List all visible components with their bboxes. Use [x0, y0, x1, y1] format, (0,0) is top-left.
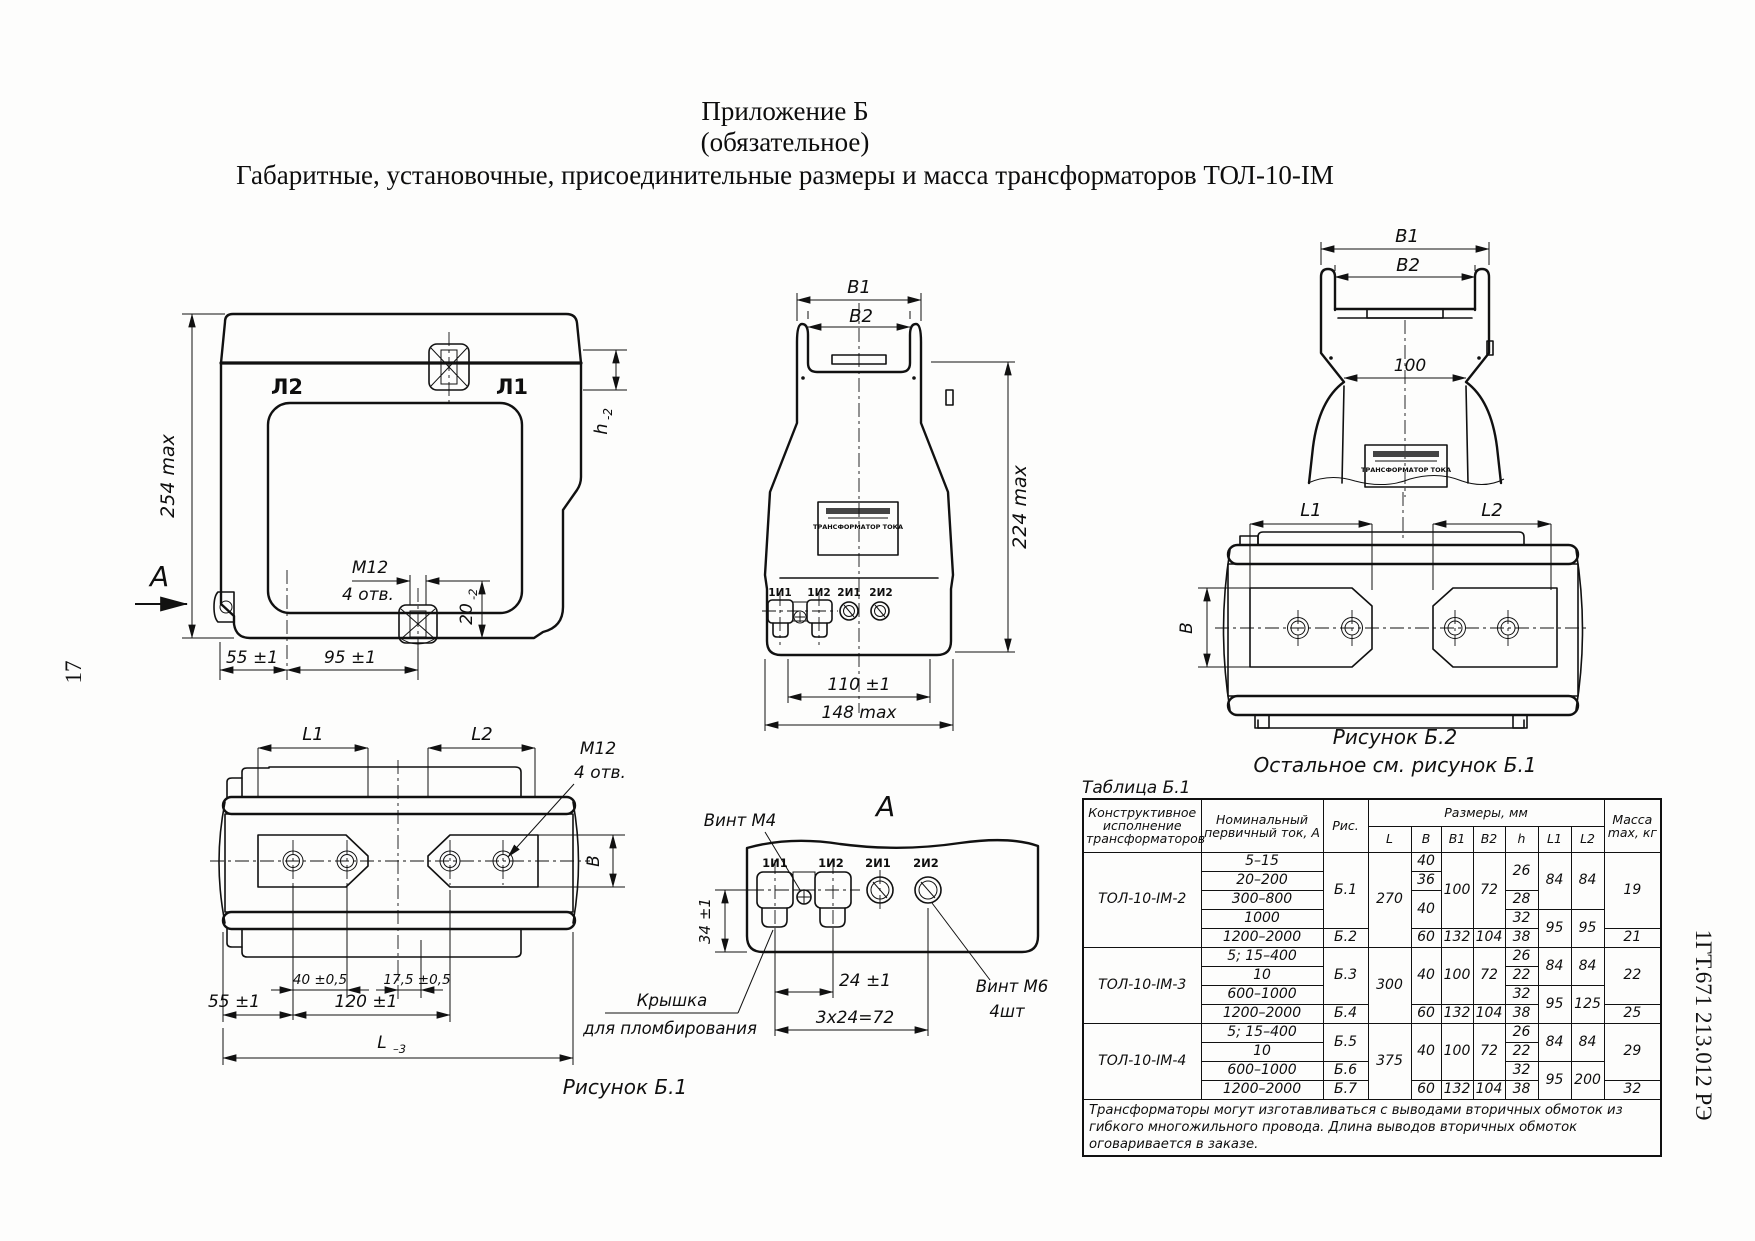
dim-148	[765, 659, 953, 731]
cell-L: 270	[1368, 852, 1411, 947]
cell-current: 5–15	[1201, 852, 1323, 871]
terminal-label-l2: Л2	[270, 375, 304, 399]
terminal-2i1: 2И1	[837, 587, 861, 599]
body-outline	[214, 314, 581, 638]
title-line2: (обязательное)	[700, 127, 870, 157]
dim-55	[208, 932, 293, 1022]
cell-current: 1200–2000	[1201, 1004, 1323, 1023]
view-a-label: А	[150, 560, 170, 593]
cell-h: 32	[1505, 1061, 1538, 1080]
cell-L1: 84	[1538, 1023, 1571, 1061]
body-outline	[747, 840, 1038, 952]
cell-B: 40	[1411, 890, 1441, 928]
terminal-1i1: 1И1	[768, 587, 792, 599]
cell-h: 22	[1505, 1042, 1538, 1061]
terminal-label-l1: Л1	[495, 375, 529, 399]
dim-148-label: 148 max	[821, 703, 897, 723]
cell-L2: 200	[1571, 1061, 1604, 1099]
page-number: 17	[61, 660, 86, 684]
dim-224-label: 224 max	[1009, 465, 1031, 549]
dim-b2	[808, 306, 910, 327]
cell-B2: 104	[1473, 928, 1505, 947]
table-caption: Таблица Б.1	[1082, 778, 1191, 798]
m12-label: М12	[579, 739, 617, 759]
cell-current: 5; 15–400	[1201, 1023, 1323, 1042]
cell-L2: 84	[1571, 1023, 1604, 1061]
cell-h: 38	[1505, 928, 1538, 947]
cell-h: 38	[1505, 1004, 1538, 1023]
cell-L1: 95	[1538, 1061, 1571, 1099]
table-note: Трансформаторы могут изготавливаться с выводами вторичных обмоток из гибкого многожильного провода. Длина выводов вторичных обмоток оговаривается в заказе.	[1083, 1099, 1661, 1156]
dim-b2-label: В2	[849, 306, 873, 327]
dim-l2	[428, 724, 535, 798]
cell-mass: 22	[1604, 947, 1661, 1004]
cell-fig: Б.3	[1323, 947, 1368, 1004]
cell-B: 60	[1411, 1004, 1441, 1023]
cell-current: 10	[1201, 966, 1323, 985]
cell-B1: 132	[1441, 928, 1473, 947]
nameplate-text: ТРАНСФОРМАТОР ТОКА	[1361, 466, 1451, 474]
dim-20-label: 20	[457, 603, 477, 625]
header-mass: Масса max, кг	[1604, 799, 1661, 852]
mounting-hole	[440, 840, 460, 885]
cell-L: 375	[1368, 1023, 1411, 1099]
cell-B: 60	[1411, 1080, 1441, 1099]
dim-24-label: 24 ±1	[838, 971, 892, 991]
mounting-hole	[493, 840, 513, 885]
m12-qty-label: 4 отв.	[342, 585, 394, 605]
cell-L1: 84	[1538, 852, 1571, 909]
header-col-B: В	[1411, 826, 1441, 852]
m12-label: М12	[351, 558, 389, 578]
cell-B1: 132	[1441, 1080, 1473, 1099]
cell-h: 26	[1505, 947, 1538, 966]
dim-b-label: В	[584, 855, 604, 867]
dim-l1-label: L1	[1300, 500, 1322, 521]
cell-name: ТОЛ-10-IМ-2	[1083, 852, 1201, 947]
appendix-title	[160, 96, 1410, 191]
cell-B2: 72	[1473, 1023, 1505, 1080]
header-design: Конструктивное исполнение трансформаторов	[1083, 799, 1201, 852]
callout-screw-m4	[704, 811, 800, 890]
dim-L-label: L	[377, 1033, 387, 1053]
cell-mass: 29	[1604, 1023, 1661, 1080]
dim-L-tol: –3	[393, 1042, 407, 1056]
dim-l1	[258, 724, 368, 798]
nameplate	[813, 502, 903, 555]
dim-95-label: 95 ±1	[323, 648, 377, 668]
dim-3x24-label: 3х24=72	[815, 1008, 895, 1028]
dim-40-label: 40 ±0,5	[292, 972, 348, 988]
header-fig: Рис.	[1323, 799, 1368, 852]
dim-b2-label: В2	[1396, 255, 1420, 276]
secondary-terminals	[762, 587, 893, 645]
cell-current: 600–1000	[1201, 985, 1323, 1004]
figure-partial-front	[1170, 215, 1565, 500]
cell-mass: 21	[1604, 928, 1661, 947]
cell-L2: 84	[1571, 852, 1604, 909]
secondary-terminals	[750, 856, 941, 935]
cell-fig: Б.6	[1323, 1061, 1368, 1080]
dim-h	[583, 350, 627, 435]
screw-m4-label: Винт М4	[703, 811, 777, 830]
screw-m6	[867, 870, 893, 912]
dim-100-label: 100	[1393, 356, 1427, 376]
dim-34	[696, 890, 750, 952]
cell-mass: 32	[1604, 1080, 1661, 1099]
dim-110-label: 110 ±1	[827, 675, 891, 695]
terminal-2i1: 2И1	[865, 856, 891, 870]
cell-fig: Б.4	[1323, 1004, 1368, 1023]
figure-b2-caption: Рисунок Б.2	[1332, 725, 1458, 749]
dim-b1-label: В1	[847, 277, 871, 298]
cell-h: 26	[1505, 1023, 1538, 1042]
cell-current: 300–800	[1201, 890, 1323, 909]
dim-100	[1344, 356, 1466, 378]
cell-mass: 25	[1604, 1004, 1661, 1023]
header-col-B2: В2	[1473, 826, 1505, 852]
cell-B1: 100	[1441, 852, 1473, 928]
dim-h-tol: -2	[601, 408, 615, 420]
dim-34-label: 34 ±1	[696, 898, 714, 944]
figure-b2-caption2: Остальное см. рисунок Б.1	[1253, 753, 1537, 777]
header-col-B1: В1	[1441, 826, 1473, 852]
cell-L1: 84	[1538, 947, 1571, 985]
cell-name: ТОЛ-10-IМ-3	[1083, 947, 1201, 1023]
cell-L2: 84	[1571, 947, 1604, 985]
cell-current: 600–1000	[1201, 1061, 1323, 1080]
mounting-hole	[1498, 610, 1519, 646]
break-line	[1308, 475, 1504, 484]
mounting-hole	[1445, 610, 1466, 646]
dim-l2-label: L2	[471, 724, 493, 745]
cell-B: 36	[1411, 871, 1441, 890]
title-line1: Приложение Б	[701, 96, 869, 126]
cell-L: 300	[1368, 947, 1411, 1023]
figure-b1-caption: Рисунок Б.1	[562, 1075, 688, 1099]
header-col-L: L	[1368, 826, 1411, 852]
terminal-1i1: 1И1	[762, 856, 788, 870]
cover-label-1: Крышка	[636, 991, 708, 1010]
m12-qty-label: 4 отв.	[574, 763, 626, 783]
cell-B: 40	[1411, 947, 1441, 1004]
callout-screw-m6	[932, 903, 1048, 1021]
cell-B1: 132	[1441, 1004, 1473, 1023]
cell-B2: 72	[1473, 947, 1505, 1004]
view-arrow-a	[135, 560, 187, 604]
cell-fig: Б.7	[1323, 1080, 1368, 1099]
table-row	[1083, 947, 1661, 966]
dim-b-label: В	[1177, 622, 1197, 634]
terminal-1i2: 1И2	[818, 856, 844, 870]
mounting-hole	[337, 840, 357, 885]
figure-front-view	[645, 245, 1115, 730]
screw-m6	[915, 877, 941, 903]
terminal-2i2: 2И2	[869, 587, 893, 599]
dim-b	[1177, 588, 1250, 667]
dim-l2-label: L2	[1481, 500, 1503, 521]
dim-l1-label: L1	[302, 724, 324, 745]
cell-B1: 100	[1441, 947, 1473, 1004]
table-row	[1083, 852, 1661, 871]
cell-current: 1200–2000	[1201, 1080, 1323, 1099]
dim-120-label: 120 ±1	[334, 992, 398, 1012]
dim-height-label: 254 max	[157, 434, 179, 518]
cell-B2: 104	[1473, 1004, 1505, 1023]
header-col-L2: L2	[1571, 826, 1604, 852]
cell-B: 60	[1411, 928, 1441, 947]
cell-current: 1200–2000	[1201, 928, 1323, 947]
cell-B1: 100	[1441, 1023, 1473, 1080]
nameplate-text: ТРАНСФОРМАТОР ТОКА	[813, 523, 903, 531]
header-dims: Размеры, мм	[1368, 799, 1604, 826]
cell-L1: 95	[1538, 909, 1571, 947]
cell-h: 26	[1505, 852, 1538, 890]
cell-h: 22	[1505, 966, 1538, 985]
cell-B: 40	[1411, 1023, 1441, 1080]
table-b1	[1082, 798, 1662, 1157]
cell-h: 28	[1505, 890, 1538, 909]
dim-120	[293, 890, 450, 1022]
cell-L1: 95	[1538, 985, 1571, 1023]
terminal-2i2: 2И2	[913, 856, 939, 870]
table-row	[1083, 1023, 1661, 1042]
header-col-L1: L1	[1538, 826, 1571, 852]
detail-a-label: А	[876, 790, 896, 823]
dim-20-tol: -2	[466, 588, 480, 600]
screw-m6-label: Винт М6	[975, 977, 1049, 996]
mounting-hole	[1342, 610, 1363, 646]
cell-L2: 125	[1571, 985, 1604, 1023]
dim-17-5-label: 17,5 ±0,5	[383, 972, 451, 988]
cell-fig: Б.1	[1323, 852, 1368, 928]
mounting-hole	[1288, 610, 1309, 646]
cell-fig: Б.2	[1323, 928, 1368, 947]
cell-current: 20–200	[1201, 871, 1323, 890]
figure-side-view	[130, 270, 640, 700]
cell-B2: 72	[1473, 852, 1505, 928]
cell-name: ТОЛ-10-IМ-4	[1083, 1023, 1201, 1099]
top-bolt	[429, 332, 469, 402]
cell-current: 1000	[1201, 909, 1323, 928]
dim-h-label: h	[591, 423, 612, 435]
body-outline	[1224, 532, 1583, 728]
cell-L2: 95	[1571, 909, 1604, 947]
header-current: Номинальный первичный ток, А	[1201, 799, 1323, 852]
cell-h: 32	[1505, 985, 1538, 1004]
cell-fig: Б.5	[1323, 1023, 1368, 1061]
cell-mass: 19	[1604, 852, 1661, 928]
screw-m6-qty: 4шт	[989, 1002, 1025, 1021]
dim-55-label: 55 ±1	[207, 992, 261, 1012]
dim-b1-label: В1	[1395, 226, 1419, 247]
mounting-hole	[283, 840, 303, 885]
cover-label-2: для пломбирования	[583, 1019, 757, 1038]
dim-20	[457, 581, 482, 638]
cell-B2: 104	[1473, 1080, 1505, 1099]
cell-h: 32	[1505, 909, 1538, 928]
dim-b2	[1335, 255, 1475, 277]
doc-number: 1ГТ.671 213.012 РЭ	[1691, 929, 1716, 1121]
dim-17-5	[376, 940, 451, 998]
title-line3: Габаритные, установочные, присоединительные размеры и масса трансформаторов ТОЛ-10-IМ	[236, 160, 1334, 190]
terminal-1i2: 1И2	[807, 587, 831, 599]
cell-current: 5; 15–400	[1201, 947, 1323, 966]
dim-55-label: 55 ±1	[225, 648, 279, 668]
cell-current: 10	[1201, 1042, 1323, 1061]
cell-h: 38	[1505, 1080, 1538, 1099]
body-outline	[219, 767, 579, 957]
figure-detail-a	[560, 740, 1060, 1060]
header-col-h: h	[1505, 826, 1538, 852]
mounting-pads	[1250, 588, 1557, 667]
callout-cover	[582, 930, 773, 1038]
cell-B: 40	[1411, 852, 1441, 871]
